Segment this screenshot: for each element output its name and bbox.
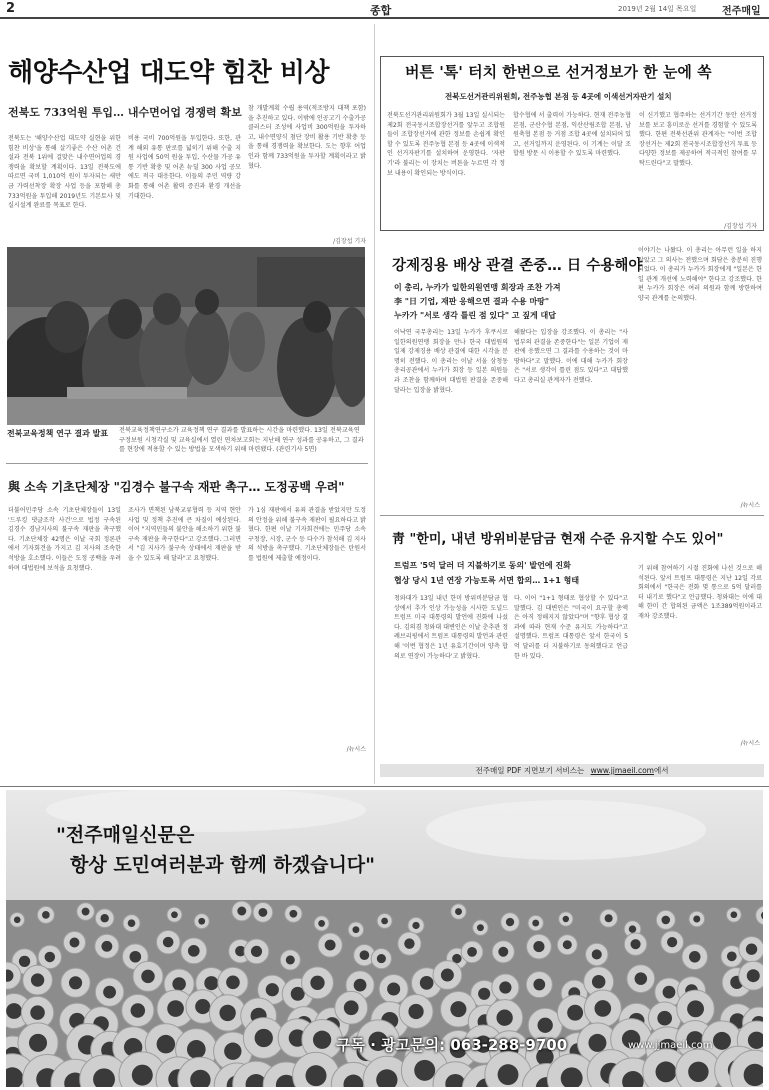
ad-contact-label: 구독 · 광고문의 [336,1036,440,1054]
pdf-notice-suffix: 에서 [653,766,669,775]
subhead-2: 협상 당시 1년 연장 가능토록 서면 합의… 1+1 형태 [394,576,580,585]
sunflower [61,968,90,997]
article-column: 다. 이어 "1+1 형태로 협상할 수 있다"고 말했다. 김 대변인은 "미국이 요구할 총액은 아직 정해지지 않았다"며 "향후 협상 결과에 따라 현재 수준 유지도 가능하다"고 설명했다. 트럼프 대통령은 앞서 한국이 5억 달러를 더 지불하기로 동의했다고 언급한 바 있다. [514,595,628,660]
headline: 강제징용 배상 관결 존중… 日 수용해야 [392,258,643,274]
sunflower [218,967,248,997]
sunflower [194,914,209,929]
pdf-notice-bar [380,764,764,777]
reporter-credit: /김장섭 기자 [333,238,366,245]
sunflower [461,941,483,963]
sunflower [526,971,552,997]
sunflower [181,938,207,964]
sunflower [95,934,119,958]
sunflower [318,933,342,957]
sunflower [473,920,488,935]
sunflower [398,932,421,955]
sunflower [123,915,140,932]
article-column: 해왔다는 입장을 강조했다. 이 총리는 "사법부의 관결을 존중한다"는 일본 기업이 재판에 응했으면 그 결과를 수용하는 것이 마땅하다"고 말했다. 이에 대해 누카가 회장은 "서로 생각이 틀린 점도 있다"고 대답했다고 총리실 관계자가 전했다. [514,329,628,384]
article-election-kiosk [380,56,764,231]
sunflower [528,915,543,930]
sunflower [133,961,163,991]
sunflower [656,910,675,929]
sunflower [661,931,684,954]
sunflower [285,905,302,922]
sunflower [501,913,520,932]
sunflower [37,906,54,923]
brand-name: 전주매일 [722,6,761,17]
sunflower [527,934,552,959]
sunflower [399,995,433,1029]
article-defense-cost [380,518,764,758]
article-column: 이야기는 나왔다. 이 총리는 아무런 일을 하지 않았고 그 의사는 전했으며 회담은 충분히 진행되었다. 이 총리가 누카가 회장에게 "일본은 한일 관계 개선에 노력해야" 한다고 강조했다. 한편 누카가 회장은 여러 의원과 함께 방한하여 양국 관계를 논의했다. [638,247,762,302]
sunflower [371,948,391,968]
sunflower [689,911,705,927]
article-column: 합수협에 서 출력이 가능하다. 현재 전주농협 본점, 군산수협 본점, 익산산림조합 본점, 남원축협 본점 등 거점 조합 4곳에 설치되어 있고, 선거일까지 운영된다. 이 기계는 이달 조합원 방문 시 이용할 수 있도록 마련했다. [513,112,631,158]
caption-title: 전북교육정책 연구 결과 발표 [7,429,109,438]
sunflower [38,945,61,968]
sunflower [156,930,180,954]
subhead-1: 이 총리, 누카가 일한의원연맹 회장과 조찬 가져 [394,283,561,292]
sunflower [95,909,114,928]
article-column: 더불어민주당 소속 기초단체장들이 13일 '드루킹 댓글조작 사건'으로 법정 구속된 김경수 경남지사의 불구속 재판을 촉구했다. 기초단체장 42명은 이날 국회 정론관에서 기자회견을 가지고 김 지사의 조속한 석방을 호소했다. 이들은 도정 공백을 우려하며 대법원에 보석을 요청했다. [8,507,121,572]
page-number: 2 [6,1,16,16]
photo-caption [7,426,365,456]
issue-date: 2019년 2월 14일 목요일 [618,5,697,13]
article-ocean-fisheries [6,24,368,244]
article-forced-labor [380,244,764,514]
sunflower [739,937,763,962]
subhead: 전북도선거관리위원회, 전주농협 본점 등 4곳에 이색선거자판기 설치 [445,92,672,101]
sunflower [23,965,53,995]
sunflower [232,901,252,921]
sunflower [584,990,621,1027]
section-name: 종합 [370,4,392,17]
subhead-1: 트럼프 '5억 달러 더 지불하기로 동의' 발언에 진화 [394,561,571,570]
article-column: 가 1심 재판에서 유죄 관결을 받았지만 도정의 안정을 위해 불구속 재판이 필요하다고 밝혔다. 한편 이날 기자회견에는 민주당 소속 구청장, 시장, 군수 등 다수가 참석해 김 지사의 석방을 촉구했다. 기초단체장들은 탄원서를 법원에 제출할 예정이다. [248,507,366,562]
sunflower [302,967,334,999]
ad-website[interactable]: www.jjmaeil.com [628,1040,713,1051]
caption-text: 전북교육정책연구소가 교육정책 연구 결과를 발표하는 시간을 마련했다. 13일 전북교육연구정보원 시청각실 및 교육실에서 열린 연차보고회는 지난해 연구 성과를 공유하고, 그 결과를 현장에 적용할 수 있는 방법을 모색하기 위해 마련됐다. (관련기사 5면) [119,427,364,453]
ad-contact [336,1034,567,1055]
sunflower [77,903,95,921]
sunflower [314,916,329,931]
sunflower [600,909,618,927]
reporter-credit: /뉴시스 [740,740,760,747]
article-column: 전북도는 '해양수산업 대도약 실현을 위한 힘찬 비상'을 통해 살기좋은 수산 어촌 건설과 전북 1위에 걸맞은 내수면어업의 경쟁력을 확보할 계획이다. 13일 전북도에 따르면 국비 1,010억 원이 투자되는 새만금 가력선착장 확장 사업 등을 포함해 총 733억원을 투입해 2019년도 기본토사 및 실시설계 완료를 목표로 한다. [8,135,121,210]
sunflower [377,913,392,928]
article-governor-trial [6,466,368,756]
subhead-2: 李 "日 기업, 재판 응해으면 결과 수용 마땅" [394,297,550,306]
article-column: 참 개발계획 수립 용역(적조방지 대책 포함)을 추진하고 있다. 이밖에 인공고기 수출가공 클러스터 조성에 사업비 300억원을 투자하고, 내수면양식 첨단 장비 활용 기반 확충 등을 통해 경쟁력을 확보한다. 도는 향후 어업인과 함께 733억원을 투자할 계획이라고 밝혔다. [248,105,366,170]
sunflower [408,917,424,933]
reporter-credit: /김장섭 기자 [724,223,757,230]
sunflower [253,903,273,923]
article-column: 이낙연 국무총리는 13일 누카가 후쿠시로 일한의원연맹 회장을 만나 한국 대법원의 일제 강제징용 배상 관결에 대한 시각을 분명히 전했다. 이 총리는 이날 서울 삼청동 총리공관에서 누카가 회장 등 일본 의원들과 조찬을 함께하며 대법원 판결을 존중해 달라는 입장을 밝혔다. [394,329,508,394]
article-column: 청와대가 13일 내년 한미 방위비분담금 협상에서 추가 인상 가능성을 시사한 도널드 트럼프 미국 대통령의 발언에 진화에 나섰다. 김의겸 청와대 대변인은 이날 춘추관 정례브리핑에서 트럼프 대통령의 발언과 관련해 '이번 협정은 1년 유효기간이며 양측 합의로 연장이 가능하다'고 밝혔다. [394,595,508,660]
section-rule [6,463,368,464]
sunflower [624,933,646,955]
sunflower [10,912,25,927]
sunflower [209,995,245,1031]
ad-phone[interactable]: 063-288-9700 [450,1036,568,1054]
news-photo-conference [7,247,365,425]
ad-contact-sep: : [439,1036,451,1054]
headline: 버튼 '톡' 터치 한번으로 선거정보가 한 눈에 쏙 [405,63,712,81]
sunflower [167,907,182,922]
pdf-notice-link[interactable]: www.jjmaeil.com [590,766,654,775]
sunflower [726,907,741,922]
sunflower [451,904,466,919]
reporter-credit: /뉴시스 [740,502,760,509]
sunflower [335,991,368,1024]
sunflower [348,922,363,937]
page-header [0,0,769,18]
section-rule [380,515,764,516]
sunflower [739,961,763,990]
sunflower [433,961,462,990]
sunflower [682,944,708,970]
column-divider [374,24,375,784]
sunflower [122,994,154,1026]
sunflower [557,935,577,955]
pdf-notice-text: 전주매일 PDF 지면보기 서비스는 [475,766,585,775]
article-column: 조사가 면책된 남북교류협력 등 지역 현안 사업 및 정책 추진에 큰 차질이 예상된다. 이어 "지역민들의 불안을 해소하기 위한 불구속 재판을 촉구한다"고 강조했다. 그러면서 "김 지사가 불구속 상태에서 재판을 받을 수 있도록 해 달라"고 요청했다. [128,507,241,562]
sunflower [627,965,655,993]
reporter-credit: /뉴시스 [346,746,366,753]
sunflower [559,912,573,926]
ad-top-rule [0,786,769,787]
conference-photo-image [7,247,365,425]
header-rule [0,17,769,19]
sunflower [95,978,124,1007]
sunflower [492,941,514,963]
subhead: 전북도 733억원 투입… 내수면어업 경쟁력 확보 [8,106,242,119]
headline: 靑 "한미, 내년 방위비분담금 현재 수준 유지할 수도 있어" [392,532,724,547]
ad-slogan-line1: "전주매일신문은 [56,824,195,846]
house-advertisement [6,790,763,1087]
headline: 해양수산업 대도약 힘찬 비상 [8,58,330,88]
sunflower [280,950,300,970]
headline: 與 소속 기초단체장 "김경수 불구속 재판 촉구… 도정공백 우려" [8,480,345,494]
ad-slogan-line2: 항상 도민여러분과 함께 하겠습니다" [70,854,376,876]
article-column: 비용 국비 700억원을 투입한다. 또한, 관계 해외 유통 판로를 넓히기 위해 수출 지원 사업에 50억 원을 투입, 수산물 가공 유통 기반 확충 및 어촌 뉴딜 300 사업 공모에도 적극 대응한다. 이들의 주민 역량 강화를 통해 어촌 활력 증진과 환경 개선을 기대한다. [128,135,241,200]
sunflower [63,931,85,953]
article-column: 이 신기했고 협주하는 선거기간 동안 선거정보를 보고 흥미로운 선거를 경험할 수 있도록 했다. 한편 전북선관위 관계자는 "이번 조합장선거는 제2회 전국동시조합장선거 투표 등 다양한 정보를 제공하여 적극적인 참여를 부탁드린다"고 말했다. [639,112,757,167]
subhead-3: 누카가 "서로 생각 틀린 점 있다" 고 짚게 대답 [394,311,556,320]
sunflower [244,939,269,964]
sunflower [492,974,519,1001]
article-column: 기 위해 참여하기 시절 진화에 나선 것으로 해석된다. 앞서 트럼프 대통령은 지난 12일 각료회의에서 "한국은 전화 몇 통으로 5억 달러를 더 내기로 했다"고 언급했다. 청와대는 이에 대해 한미 간 합의된 금액은 1조389억원이라고 재차 강조했다. [638,565,762,620]
sunflower [586,943,608,965]
article-column: 전북도선거관리위원회가 3월 13일 실시되는 제2회 전국동시조합장선거를 앞두고 조합원들이 조합장선거에 관한 정보를 손쉽게 확인할 수 있도록 전주농협 본점 등 4곳에 이색적인 선거자판기를 설치하여 운영한다. '자판기'라 불리는 이 장치는 버튼을 누르면 각 정보 내용이 확인되는 방식이다. [387,112,505,177]
